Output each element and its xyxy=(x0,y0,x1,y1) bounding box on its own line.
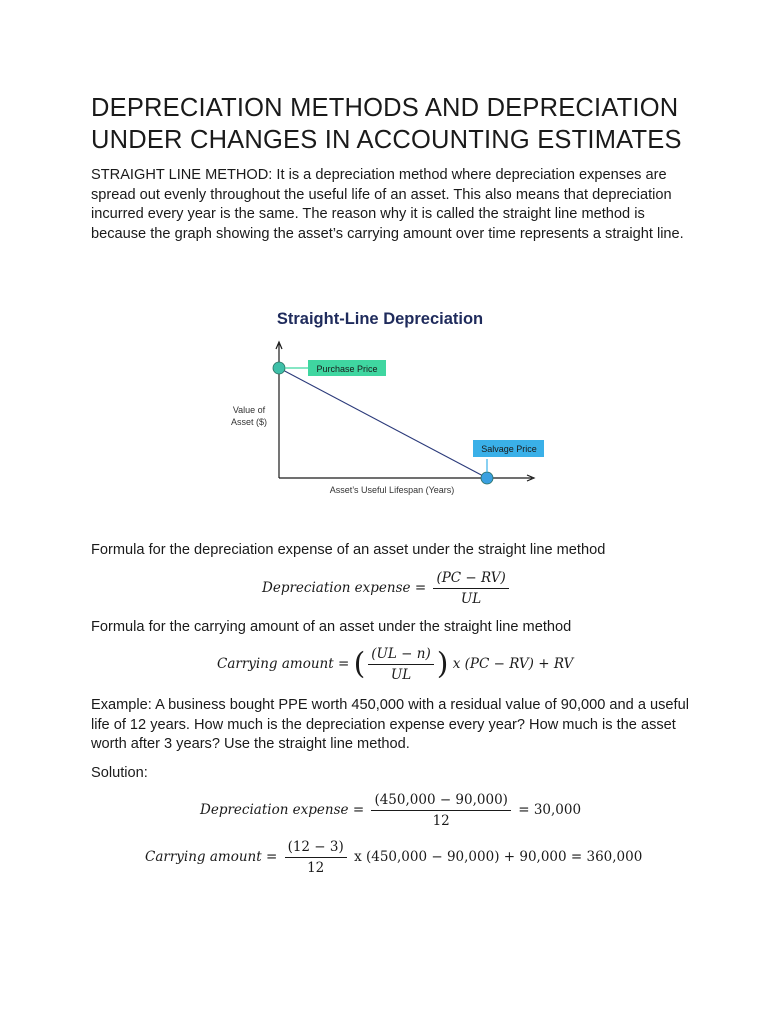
formula1-lhs: Depreciation expense = xyxy=(262,580,427,596)
purchase-price-label: Purchase Price xyxy=(316,364,378,374)
solution2-lhs: Carrying amount = xyxy=(145,849,278,865)
salvage-price-label: Salvage Price xyxy=(481,444,537,454)
solution2-denominator: 12 xyxy=(307,860,325,876)
purchase-price-callout xyxy=(285,360,386,376)
formula1-numerator: (PC − RV) xyxy=(433,570,508,589)
formula1-denominator: UL xyxy=(460,591,482,607)
page-title: DEPRECIATION METHODS AND DEPRECIATION UNDER CHANGES IN ACCOUNTING ESTIMATES xyxy=(91,94,682,154)
salvage-price-point xyxy=(481,472,493,484)
intro-paragraph: STRAIGHT LINE METHOD: It is a depreciation method where depreciation expenses are spread out evenly throughout the useful life of an asset. This also means that depreciation incurred every year is the same. The reason why it is called the straight line method is because the graph showing the asset’s carrying amount over time represents a straight line. xyxy=(91,167,684,242)
solution-label: Solution: xyxy=(91,765,148,781)
y-axis-label-line1: Value of xyxy=(232,405,266,415)
plot-area xyxy=(273,362,493,484)
solution-carrying-amount xyxy=(145,839,642,876)
formula2-numerator: (UL − n) xyxy=(368,646,433,665)
chart-title: Straight-Line Depreciation xyxy=(276,310,484,328)
formula2-denominator: UL xyxy=(390,667,412,683)
solution1-lhs: Depreciation expense = xyxy=(200,802,365,818)
close-paren: ) xyxy=(436,646,449,682)
solution1-fraction xyxy=(371,792,511,829)
y-axis-label-line2: Asset ($) xyxy=(230,417,268,427)
salvage-price-callout xyxy=(473,440,544,472)
x-axis xyxy=(279,475,534,481)
solution2-rest: x (450,000 − 90,000) + 90,000 = 360,000 xyxy=(354,849,643,865)
solution2-numerator: (12 − 3) xyxy=(285,839,347,858)
formula2-lhs: Carrying amount = xyxy=(217,656,350,672)
example-paragraph: Example: A business bought PPE worth 450,000 with a residual value of 90,000 and a useful life of 12 years. How much is the depreciation expense every year? How much is the asset worth after 3 years? Use the straight line method. xyxy=(91,697,689,753)
solution1-result: = 30,000 xyxy=(518,802,582,818)
straight-line-depreciation-chart xyxy=(224,300,544,500)
purchase-price-point xyxy=(273,362,285,374)
formula2-fraction xyxy=(368,646,433,683)
solution1-denominator: 12 xyxy=(432,813,450,829)
formula2-intro: Formula for the carrying amount of an asset under the straight line method xyxy=(91,619,572,635)
formula1-fraction xyxy=(433,570,508,607)
solution-depreciation-expense xyxy=(200,792,581,829)
solution2-fraction xyxy=(285,839,347,876)
solution1-numerator: (450,000 − 90,000) xyxy=(371,792,511,811)
open-paren: ( xyxy=(353,646,366,682)
formula-depreciation-expense xyxy=(262,570,512,607)
formula2-rest: x (PC − RV) + RV xyxy=(452,656,574,672)
formula1-intro: Formula for the depreciation expense of an asset under the straight line method xyxy=(91,542,606,558)
depreciation-line xyxy=(279,368,487,478)
formula-carrying-amount xyxy=(217,646,573,683)
x-axis-label: Asset’s Useful Lifespan (Years) xyxy=(329,485,455,495)
